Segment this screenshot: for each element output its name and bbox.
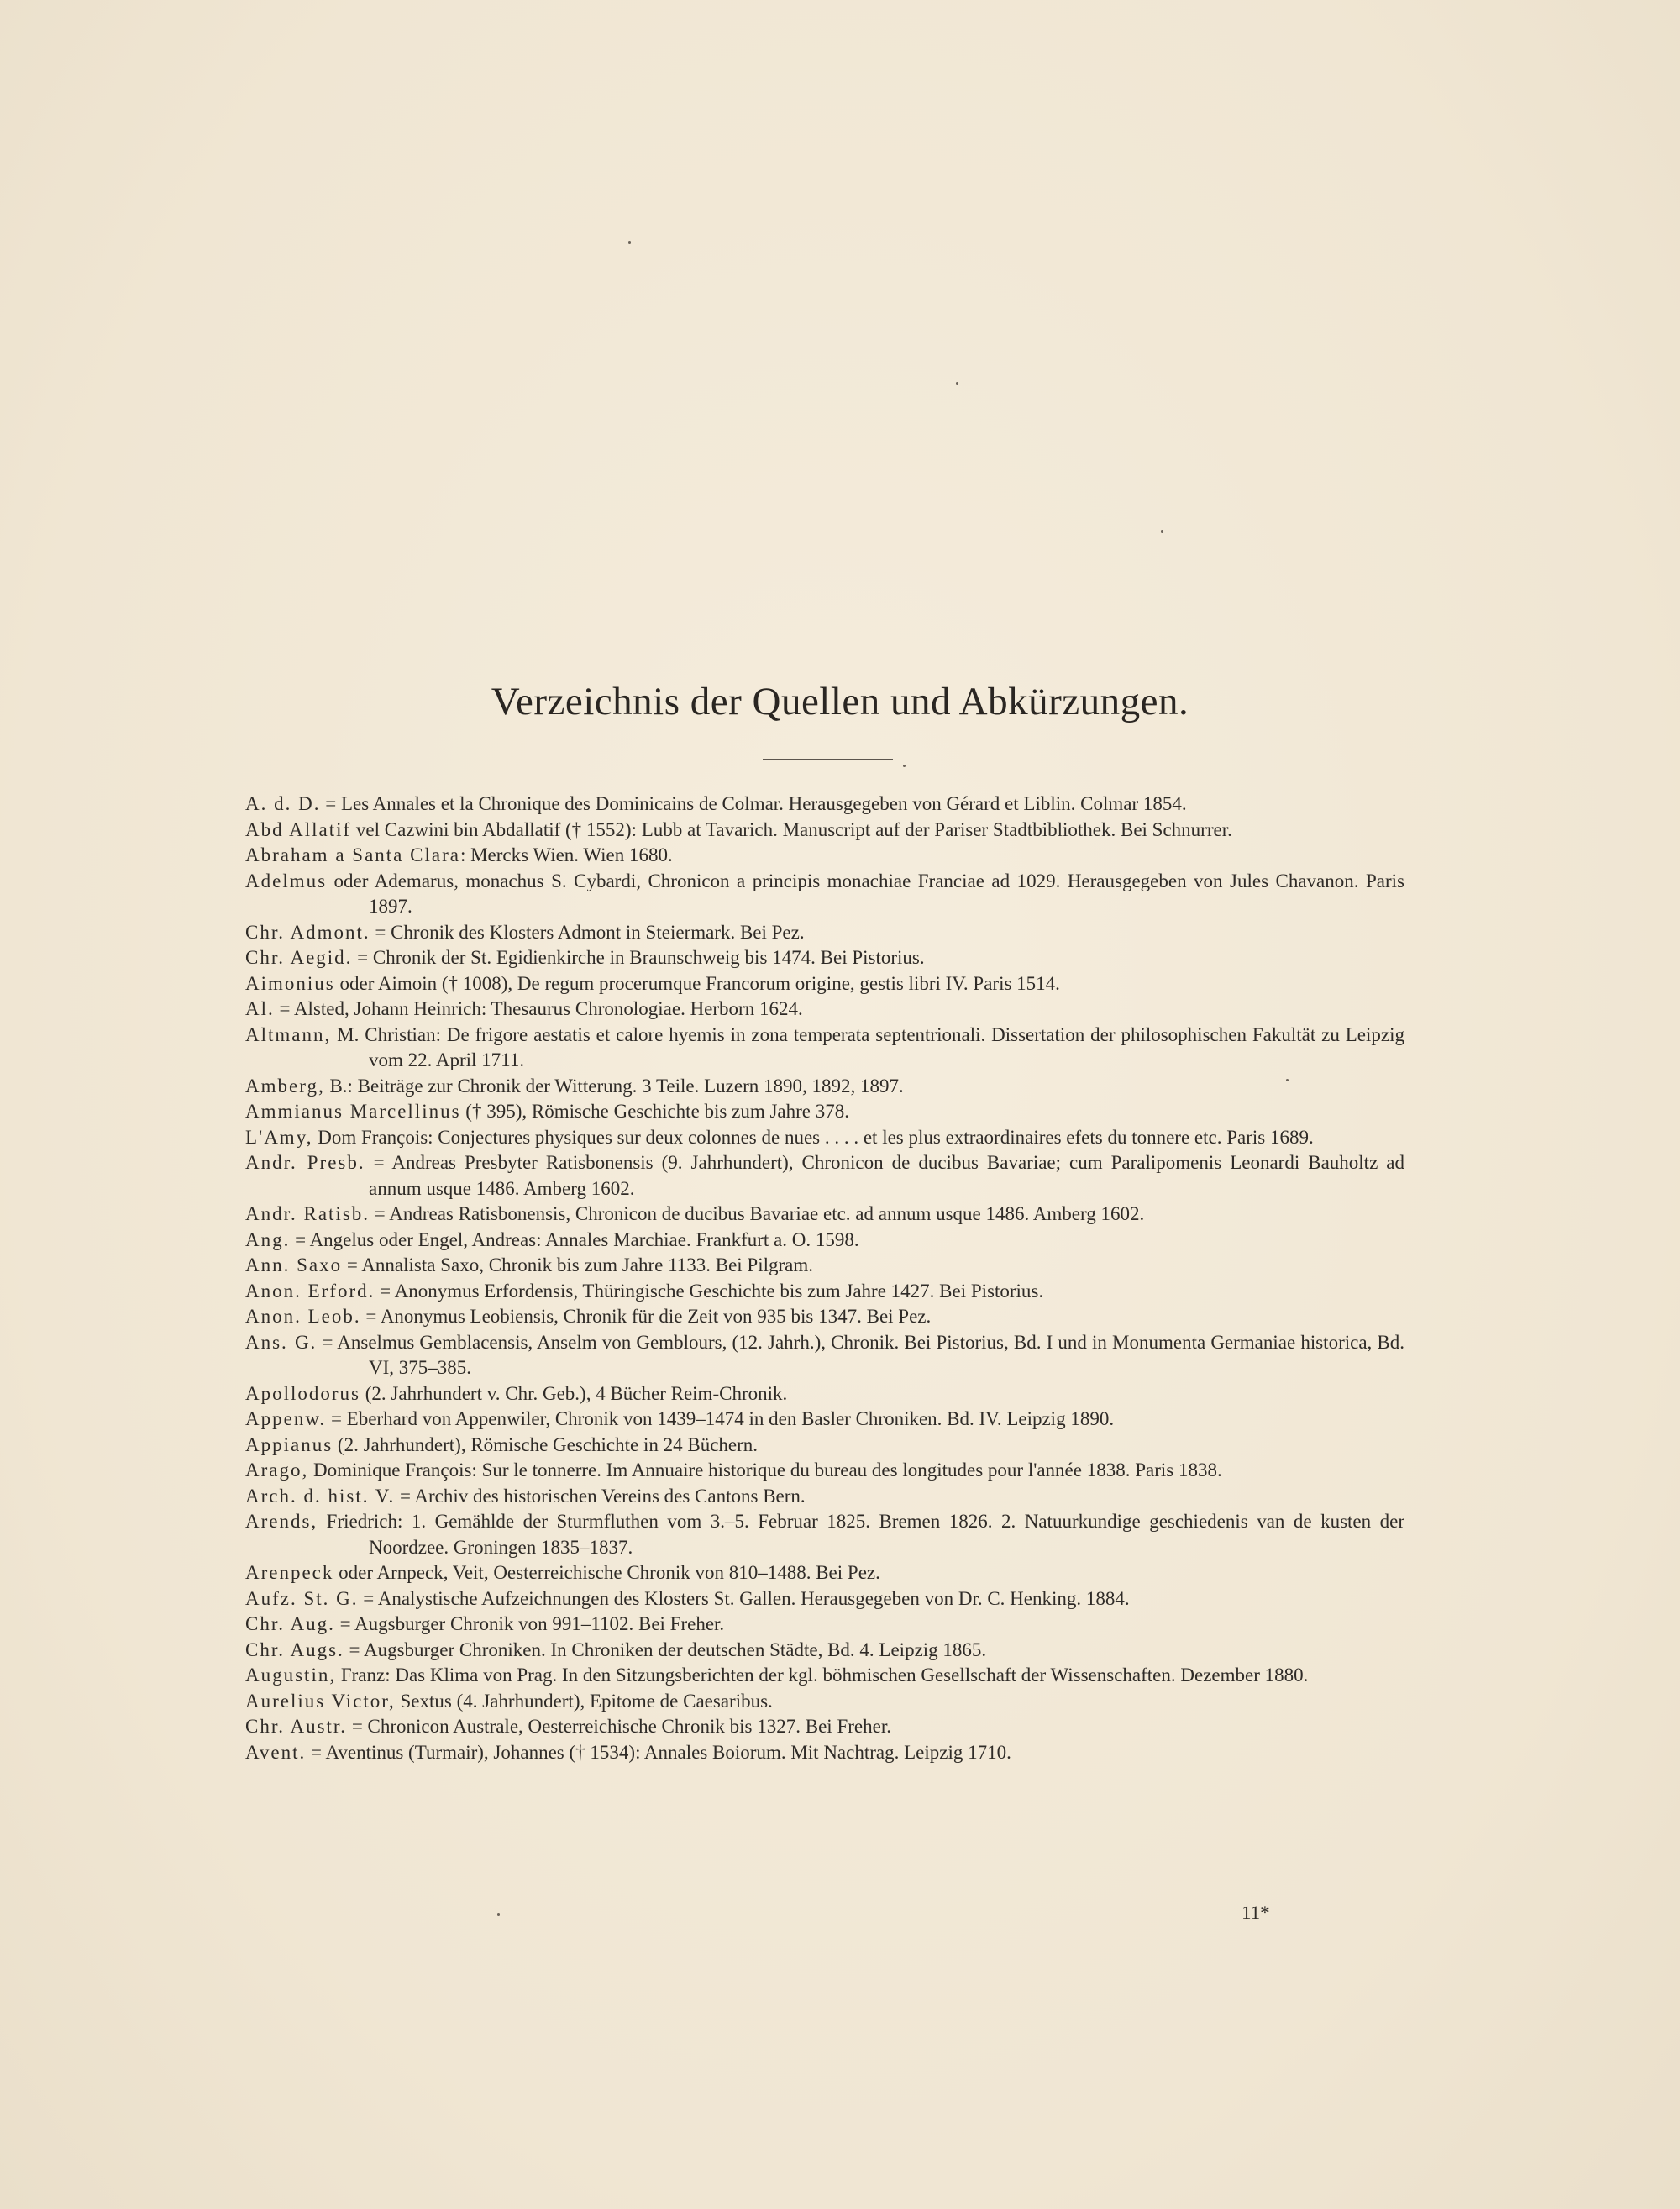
entry-abbreviation: Chr. Aug.	[245, 1613, 335, 1634]
list-item	[245, 1023, 1404, 1074]
list-item	[245, 869, 1404, 920]
list-item	[245, 920, 1404, 946]
entry-description: = Chronik der St. Egidienkirche in Braunschweig bis 1474. Bei Pistorius.	[352, 947, 925, 968]
list-item	[245, 1689, 1404, 1715]
entry-abbreviation: Adelmus	[245, 870, 328, 891]
list-item	[245, 818, 1404, 844]
entry-description: = Aventinus (Turmair), Johannes († 1534): Annales Boiorum. Mit Nachtrag. Leipzig 1710.	[306, 1741, 1011, 1763]
entry-description: Dom François: Conjectures physiques sur deux colonnes de nues . . . . et les plus extraordinaires efets du tonnere etc. Paris 1689.	[312, 1126, 1314, 1148]
list-item	[245, 1304, 1404, 1330]
list-item	[245, 1509, 1404, 1560]
list-item	[245, 1150, 1404, 1202]
entry-description: = Andreas Presbyter Ratisbonensis (9. Jahrhundert), Chronicon de ducibus Bavariae; cum Paralipomenis Leonardi Bauholtz ad annum usque 1486. Amberg 1602.	[365, 1152, 1404, 1199]
entry-abbreviation: Al.	[245, 998, 275, 1019]
paper-speck	[1286, 1079, 1289, 1081]
entry-abbreviation: Abraham a Santa Clara	[245, 844, 460, 865]
entry-description: = Angelus oder Engel, Andreas: Annales Marchiae. Frankfurt a. O. 1598.	[290, 1228, 859, 1250]
entry-abbreviation: Ammianus Marcellinus	[245, 1101, 461, 1122]
entry-abbreviation: Andr. Ratisb.	[245, 1203, 370, 1224]
entry-abbreviation: Ang.	[245, 1228, 291, 1250]
list-item	[245, 1484, 1404, 1510]
paper-speck	[497, 1913, 500, 1916]
list-item	[245, 1202, 1404, 1228]
entry-description: = Chronicon Australe, Oesterreichische Chronik bis 1327. Bei Freher.	[347, 1716, 891, 1737]
entry-abbreviation: Apollodorus	[245, 1382, 360, 1404]
list-item	[245, 1458, 1404, 1484]
entry-abbreviation: Arago,	[245, 1460, 309, 1481]
list-item	[245, 997, 1404, 1023]
list-item	[245, 1330, 1404, 1381]
entry-abbreviation: Arch. d. hist. V.	[245, 1485, 396, 1507]
entry-abbreviation: Andr. Presb.	[245, 1152, 365, 1173]
paper-speck	[628, 241, 631, 244]
page-number: 11*	[1242, 1902, 1270, 1923]
list-item	[245, 945, 1404, 971]
entry-abbreviation: Ans. G.	[245, 1331, 318, 1353]
entry-description: (2. Jahrhundert v. Chr. Geb.), 4 Bücher Reim-Chronik.	[360, 1382, 788, 1404]
list-item	[245, 1228, 1404, 1254]
list-item	[245, 1740, 1404, 1766]
entry-abbreviation: Augustin,	[245, 1665, 337, 1686]
entry-description: = Eberhard von Appenwiler, Chronik von 1439–1474 in den Basler Chroniken. Bd. IV. Leipzig 1890.	[326, 1408, 1115, 1429]
entry-description: (2. Jahrhundert), Römische Geschichte in 24 Büchern.	[333, 1433, 759, 1455]
entry-description: Friedrich: 1. Gemählde der Sturmfluthen vom 3.–5. Februar 1825. Bremen 1826. 2. Natuurkundige geschiedenis van de kusten der Noordzee. Groningen 1835–1837.	[318, 1511, 1404, 1558]
list-item	[245, 843, 1404, 869]
list-item	[245, 1253, 1404, 1279]
entry-description: = Andreas Ratisbonensis, Chronicon de ducibus Bavariae etc. ad annum usque 1486. Amberg 1602.	[370, 1203, 1145, 1224]
entry-description: = Anselmus Gemblacensis, Anselm von Gemblours, (12. Jahrh.), Chronik. Bei Pistorius, Bd. I und in Monumenta Germaniae historica, Bd. VI, 375–385.	[317, 1331, 1405, 1378]
entry-description: = Alsted, Johann Heinrich: Thesaurus Chronologiae. Herborn 1624.	[274, 998, 803, 1019]
entry-abbreviation: Amberg,	[245, 1075, 325, 1097]
entry-abbreviation: Arends,	[245, 1511, 318, 1532]
entry-description: († 395), Römische Geschichte bis zum Jahre 378.	[460, 1101, 849, 1122]
entry-description: B.: Beiträge zur Chronik der Witterung. 3 Teile. Luzern 1890, 1892, 1897.	[324, 1075, 904, 1097]
entry-description: = Augsburger Chroniken. In Chroniken der deutschen Städte, Bd. 4. Leipzig 1865.	[344, 1638, 987, 1660]
list-item	[245, 1612, 1404, 1638]
entry-description: oder Aimoin († 1008), De regum procerumque Francorum origine, gestis libri IV. Paris 1514.	[334, 972, 1060, 994]
entry-description: oder Ademarus, monachus S. Cybardi, Chronicon a principis monachiae Franciae ad 1029. Herausgegeben von Jules Chavanon. Paris 1897.	[327, 870, 1404, 917]
entry-description: = Chronik des Klosters Admont in Steiermark. Bei Pez.	[370, 921, 805, 943]
abbreviation-list	[245, 792, 1404, 1765]
entry-description: = Analystische Aufzeichnungen des Klosters St. Gallen. Herausgegeben von Dr. C. Henking. 1884.	[358, 1587, 1130, 1609]
list-item	[245, 1638, 1404, 1664]
list-item	[245, 971, 1404, 997]
list-item	[245, 1381, 1404, 1407]
entry-abbreviation: Anon. Leob.	[245, 1306, 361, 1327]
entry-abbreviation: Chr. Admont.	[245, 921, 370, 943]
paper-speck	[1161, 530, 1163, 533]
entry-abbreviation: Chr. Aegid.	[245, 947, 353, 968]
entry-description: vel Cazwini bin Abdallatif († 1552): Lubb at Tavarich. Manuscript auf der Pariser Stadtbibliothek. Bei Schnurrer.	[351, 818, 1232, 840]
list-item	[245, 1433, 1404, 1459]
entry-abbreviation: Appianus	[245, 1433, 333, 1455]
entry-abbreviation: A. d. D.	[245, 793, 321, 814]
title-divider	[763, 759, 893, 760]
entry-abbreviation: L'Amy,	[245, 1126, 313, 1148]
entry-abbreviation: Aurelius Victor,	[245, 1690, 396, 1712]
entry-abbreviation: Altmann,	[245, 1023, 332, 1045]
entry-description: M. Christian: De frigore aestatis et calore hyemis in zona temperata septentrionali. Dissertation der philosophischen Fakultät zu Leipzig vom 22. April 1711.	[331, 1023, 1404, 1070]
entry-description: = Augsburger Chronik von 991–1102. Bei Freher.	[334, 1613, 725, 1634]
entry-description: = Les Annales et la Chronique des Dominicains de Colmar. Herausgegeben von Gérard et Liblin. Colmar 1854.	[320, 793, 1187, 814]
entry-description: = Annalista Saxo, Chronik bis zum Jahre 1133. Bei Pilgram.	[342, 1254, 813, 1275]
list-item	[245, 1560, 1404, 1586]
entry-description: oder Arnpeck, Veit, Oesterreichische Chronik von 810–1488. Bei Pez.	[333, 1562, 880, 1583]
entry-abbreviation: Aimonius	[245, 972, 335, 994]
list-item	[245, 1125, 1404, 1151]
list-item	[245, 792, 1404, 818]
list-item	[245, 1586, 1404, 1612]
list-item	[245, 1099, 1404, 1125]
entry-abbreviation: Anon. Erford.	[245, 1280, 375, 1302]
entry-description: = Anonymus Erfordensis, Thüringische Geschichte bis zum Jahre 1427. Bei Pistorius.	[375, 1280, 1044, 1302]
entry-description: = Archiv des historischen Vereins des Cantons Bern.	[395, 1485, 806, 1507]
list-item	[245, 1714, 1404, 1740]
entry-description: Dominique François: Sur le tonnerre. Im Annuaire historique du bureau des longitudes pour l'année 1838. Paris 1838.	[308, 1460, 1222, 1481]
entry-description: Franz: Das Klima von Prag. In den Sitzungsberichten der kgl. böhmischen Gesellschaft der Wissenschaften. Dezember 1880.	[336, 1665, 1309, 1686]
entry-description: = Anonymus Leobiensis, Chronik für die Zeit von 935 bis 1347. Bei Pez.	[360, 1306, 932, 1327]
entry-abbreviation: Chr. Augs.	[245, 1638, 344, 1660]
entry-abbreviation: Ann. Saxo	[245, 1254, 343, 1275]
entry-abbreviation: Aufz. St. G.	[245, 1587, 359, 1609]
list-item	[245, 1074, 1404, 1100]
paper-speck	[956, 382, 958, 385]
entry-abbreviation: Arenpeck	[245, 1562, 334, 1583]
entry-description: : Mercks Wien. Wien 1680.	[459, 844, 673, 865]
entry-abbreviation: Chr. Austr.	[245, 1716, 348, 1737]
paper-speck	[903, 765, 906, 767]
page-title: Verzeichnis der Quellen und Abkürzungen.	[491, 680, 1189, 723]
list-item	[245, 1663, 1404, 1689]
entry-abbreviation: Avent.	[245, 1741, 307, 1763]
list-item	[245, 1279, 1404, 1305]
entry-description: Sextus (4. Jahrhundert), Epitome de Caesaribus.	[395, 1690, 773, 1712]
entry-abbreviation: Appenw.	[245, 1408, 327, 1429]
list-item	[245, 1407, 1404, 1433]
entry-abbreviation: Abd Allatif	[245, 818, 352, 840]
